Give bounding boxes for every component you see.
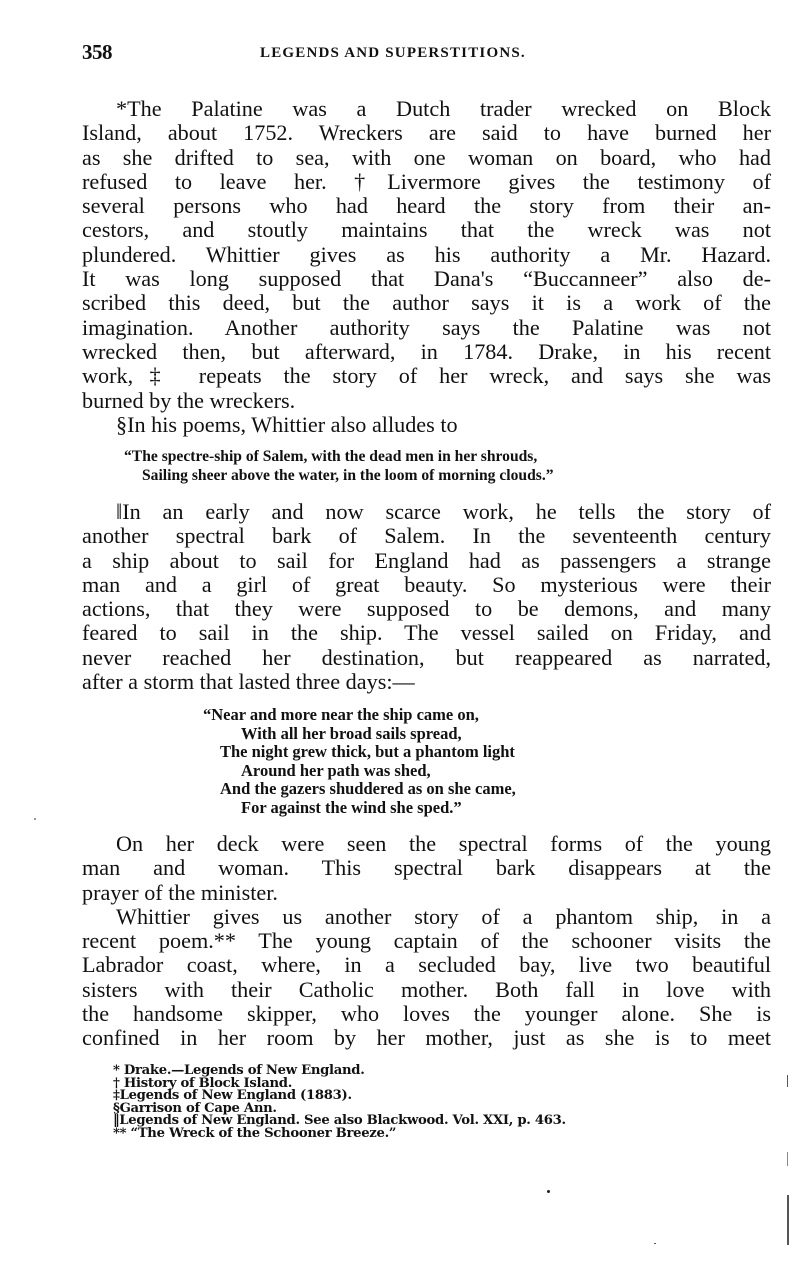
footnote: §Garrison of Cape Ann. [113, 1100, 277, 1116]
text-line: ‖In an early and now scarce work, he tells the story of [116, 499, 771, 524]
footnote: † History of Block Island. [113, 1075, 292, 1091]
text-line: On her deck were seen the spectral forms of the young [116, 831, 771, 856]
text-line: man and a girl of great beauty. So mysterious were their [82, 571, 771, 597]
text-line: as she drifted to sea, with one woman on board, who had [82, 144, 771, 170]
verse-line: And the gazers shuddered as on she came, [220, 779, 516, 799]
text-line: recent poem.** The young captain of the schooner visits the [82, 928, 771, 954]
page-number: 358 [82, 40, 112, 64]
text-line: *The Palatine was a Dutch trader wrecked on Block [116, 96, 771, 121]
verse-line: Around her path was shed, [241, 760, 431, 780]
verse-line: With all her broad sails spread, [241, 723, 462, 743]
text-line: several persons who had heard the story from their an- [82, 193, 771, 219]
text-line: imagination. Another authority says the Palatine was not [82, 314, 771, 340]
scan-speck [34, 818, 36, 820]
text-line: burned by the wreckers. [82, 387, 296, 413]
text-line: It was long supposed that Dana's “Buccanneer” also de- [82, 266, 771, 292]
verse-line: The night grew thick, but a phantom light [220, 742, 515, 762]
footnote: ** “The Wreck of the Schooner Breeze.” [113, 1125, 397, 1141]
text-line: feared to sail in the ship. The vessel sailed on Friday, and [82, 620, 771, 646]
running-title: LEGENDS AND SUPERSTITIONS. [260, 45, 526, 61]
running-head [82, 40, 772, 68]
footnote: * Drake.—Legends of New England. [113, 1063, 365, 1078]
text-line: another spectral bark of Salem. In the seventeenth century [82, 523, 771, 549]
text-line: the handsome skipper, who loves the younger alone. She is [82, 1001, 771, 1027]
text-line: Labrador coast, where, in a secluded bay, live two beautiful [82, 952, 771, 978]
footnote: ‡Legends of New England (1883). [113, 1088, 352, 1104]
text-line: man and woman. This spectral bark disappears at the [82, 855, 771, 881]
text-line: after a storm that lasted three days:— [82, 669, 415, 695]
text-line: cestors, and stoutly maintains that the wreck was not [82, 217, 771, 243]
quote-line: “The spectre-ship of Salem, with the dead men in her shrouds, [124, 448, 538, 465]
scan-margin-mark [787, 1195, 789, 1245]
text-line: plundered. Whittier gives as his authority a Mr. Hazard. [82, 241, 771, 267]
quote-spectre-ship [124, 448, 554, 485]
text-line: prayer of the minister. [82, 879, 278, 905]
verse-line: For against the wind she sped.” [241, 797, 462, 817]
footnote: ‖Legends of New England. See also Blackwood. Vol. XXI, p. 463. [113, 1113, 566, 1129]
text-line: §In his poems, Whittier also alludes to [116, 411, 458, 437]
text-line: never reached her destination, but reappeared as narrated, [82, 644, 771, 670]
scan-speck [547, 1190, 550, 1193]
text-line: work,‡ repeats the story of her wreck, and says she was [82, 363, 771, 389]
footnotes [113, 1065, 566, 1141]
text-line: sisters with their Catholic mother. Both fall in love with [82, 976, 771, 1002]
text-line: refused to leave her. †Livermore gives the testimony of [82, 168, 771, 194]
paragraph-deck [82, 832, 771, 1051]
scan-margin-mark [787, 1152, 788, 1166]
text-line: scribed this deed, but the author says it is a work of the [82, 290, 771, 316]
quote-line: Sailing sheer above the water, in the loom of morning clouds.” [142, 466, 554, 484]
paragraph-palatine [82, 97, 771, 437]
text-line: Island, about 1752. Wreckers are said to have burned her [82, 120, 771, 146]
scan-margin-mark [787, 1075, 788, 1087]
text-line: confined in her room by her mother, just as she is to meet [82, 1025, 771, 1051]
scan-speck [654, 1243, 656, 1244]
text-line: a ship about to sail for England had as passengers a strange [82, 547, 771, 573]
verse-block [203, 706, 516, 818]
paragraph-spectral-bark [82, 500, 771, 694]
verse-line: “Near and more near the ship came on, [203, 705, 479, 724]
text-line: wrecked then, but afterward, in 1784. Drake, in his recent [82, 338, 771, 364]
text-line: Whittier gives us another story of a phantom ship, in a [116, 903, 771, 929]
text-line: actions, that they were supposed to be demons, and many [82, 596, 771, 622]
